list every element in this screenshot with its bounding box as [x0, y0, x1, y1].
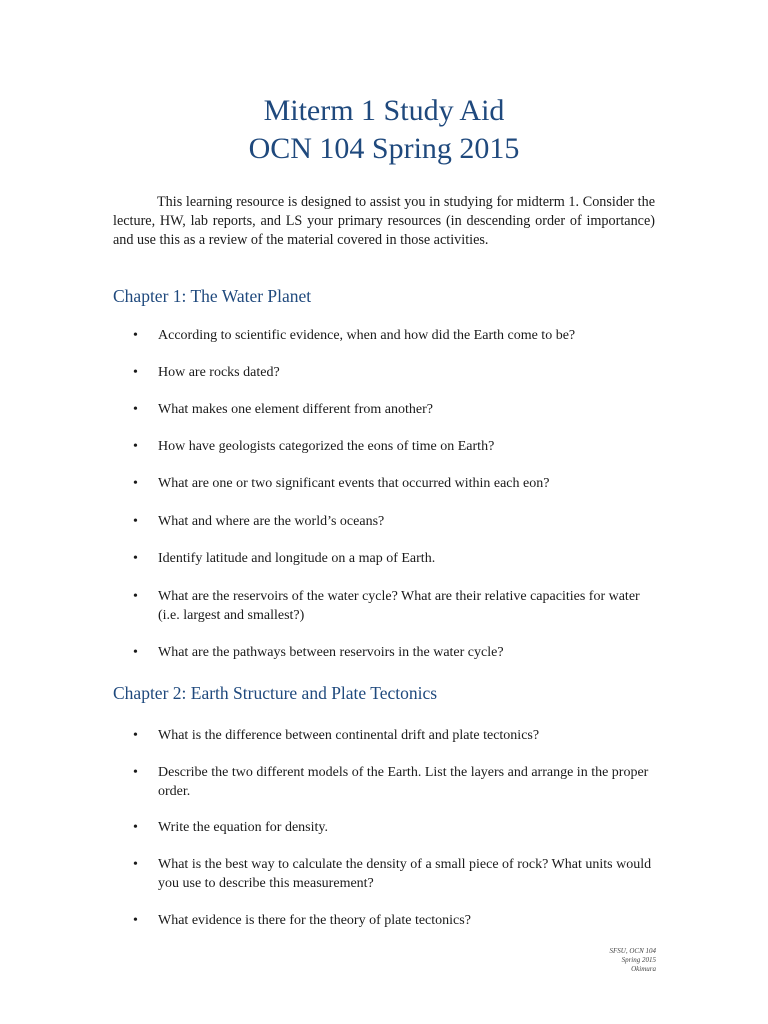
- question-text: What is the best way to calculate the density of a small piece of rock? What units would you use to describe this measurement?: [158, 857, 652, 891]
- list-item: [113, 856, 658, 893]
- list-item: [113, 475, 658, 494]
- chapter-1-heading: Chapter 1: The Water Planet: [113, 286, 312, 306]
- list-item: [113, 401, 658, 420]
- page-footer: [610, 947, 656, 974]
- question-text: Write the equation for density.: [158, 820, 328, 835]
- question-text: How have geologists categorized the eons of time on Earth?: [158, 439, 495, 454]
- question-text: What makes one element different from another?: [158, 402, 433, 417]
- list-item: [113, 364, 658, 383]
- list-item: [113, 588, 658, 625]
- title-line-1: Miterm 1 Study Aid: [263, 94, 505, 127]
- bullet-icon: •: [133, 645, 138, 660]
- question-text: Identify latitude and longitude on a map of Earth.: [158, 551, 436, 566]
- bullet-icon: •: [133, 514, 138, 529]
- question-text: How are rocks dated?: [158, 365, 280, 380]
- bullet-icon: •: [133, 328, 138, 343]
- question-text: According to scientific evidence, when and how did the Earth come to be?: [158, 328, 576, 343]
- bullet-icon: •: [133, 476, 138, 491]
- bullet-icon: •: [133, 913, 138, 928]
- question-text: What is the difference between continental drift and plate tectonics?: [158, 728, 540, 743]
- question-text: Describe the two different models of the Earth. List the layers and arrange in the proper order.: [158, 765, 649, 799]
- chapter-2-heading: Chapter 2: Earth Structure and Plate Tectonics: [113, 683, 438, 703]
- list-item: [113, 644, 658, 663]
- list-item: [113, 327, 658, 346]
- bullet-icon: •: [133, 857, 138, 872]
- question-text: What and where are the world’s oceans?: [158, 514, 385, 529]
- bullet-icon: •: [133, 402, 138, 417]
- footer-term: Spring 2015: [621, 956, 656, 964]
- question-text: What are the reservoirs of the water cycle? What are their relative capacities for water (i.e. largest and smallest?): [158, 589, 640, 623]
- list-item: [113, 727, 658, 746]
- list-item: [113, 550, 658, 569]
- bullet-icon: •: [133, 765, 138, 780]
- title-line-2: OCN 104 Spring 2015: [248, 132, 520, 165]
- bullet-icon: •: [133, 728, 138, 743]
- footer-author: Okimura: [631, 965, 656, 973]
- list-item: [113, 819, 658, 838]
- list-item: [113, 912, 658, 931]
- list-item: [113, 764, 658, 801]
- document-title: [0, 92, 768, 168]
- intro-paragraph: This learning resource is designed to assist you in studying for midterm 1. Consider the lecture, HW, lab reports, and LS your primary resources (in descending order of importance) and use this as a review of the material covered in those activities.: [113, 194, 655, 248]
- list-item: [113, 513, 658, 532]
- bullet-icon: •: [133, 551, 138, 566]
- bullet-icon: •: [133, 820, 138, 835]
- question-text: What evidence is there for the theory of plate tectonics?: [158, 913, 471, 928]
- question-text: What are one or two significant events that occurred within each eon?: [158, 476, 550, 491]
- footer-course: SFSU, OCN 104: [609, 947, 656, 955]
- bullet-icon: •: [133, 365, 138, 380]
- bullet-icon: •: [133, 439, 138, 454]
- bullet-icon: •: [133, 589, 138, 604]
- list-item: [113, 438, 658, 457]
- question-text: What are the pathways between reservoirs in the water cycle?: [158, 645, 504, 660]
